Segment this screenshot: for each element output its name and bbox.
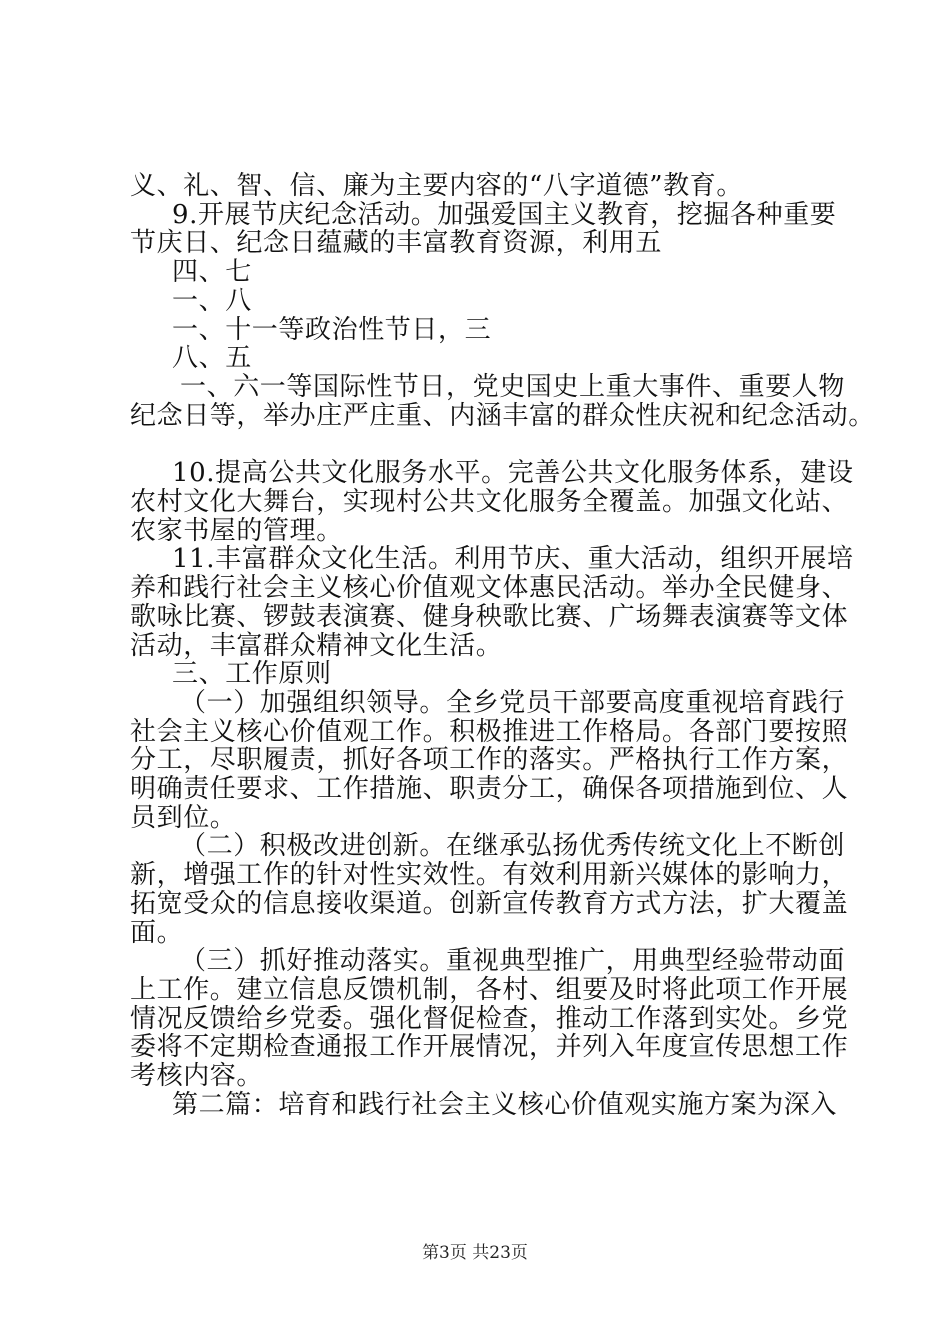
text-line: 9.开展节庆纪念活动。加强爱国主义教育，挖掘各种重要 [172,199,837,230]
text-line: 八、五 [172,343,252,374]
text-line: 委将不定期检查通报工作开展情况，并列入年度宣传思想工作 [130,1032,849,1063]
text-line: 农村文化大舞台，实现村公共文化服务全覆盖。加强文化站、 [130,487,849,518]
text-line: 拓宽受众的信息接收渠道。创新宣传教育方式方法，扩大覆盖 [130,888,849,919]
text-line: 一、十一等政治性节日，三 [172,314,492,345]
text-line: 员到位。 [130,802,237,833]
text-line: （一）加强组织领导。全乡党员干部要高度重视培育践行 [180,687,846,718]
text-line: 义、礼、智、信、廉为主要内容的“八字道德”教育。 [130,171,743,201]
text-line: 纪念日等，举办庄严庄重、内涵丰富的群众性庆祝和纪念活动。 [130,400,875,431]
text-line: 农家书屋的管理。 [130,515,343,546]
text-line: 新，增强工作的针对性实效性。有效利用新兴媒体的影响力， [130,860,849,891]
text-line: 10.提高公共文化服务水平。完善公共文化服务体系，建设 [172,458,854,489]
text-line: 面。 [130,917,184,948]
text-line: （二）积极改进创新。在继承弘扬优秀传统文化上不断创 [180,831,846,862]
text-line: 社会主义核心价值观工作。积极推进工作格局。各部门要按照 [130,716,849,747]
text-line: 一、六一等国际性节日，党史国史上重大事件、重要人物 [180,371,846,402]
text-line: 明确责任要求、工作措施、职责分工，确保各项措施到位、人 [130,774,849,805]
text-line: 分工，尽职履责，抓好各项工作的落实。严格执行工作方案， [130,745,849,776]
text-line: 一、八 [172,285,252,316]
text-line: 上工作。建立信息反馈机制，各村、组要及时将此项工作开展 [130,974,849,1005]
text-line: 歌咏比赛、锣鼓表演赛、健身秧歌比赛、广场舞表演赛等文体 [130,601,849,632]
text-line: 养和践行社会主义核心价值观文体惠民活动。举办全民健身、 [130,573,849,604]
page-number-footer: 第3页 共23页 [422,1243,528,1263]
text-line: （三）抓好推动落实。重视典型推广，用典型经验带动面 [180,946,846,977]
text-line: 活动，丰富群众精神文化生活。 [130,630,503,661]
section-heading: 三、工作原则 [172,659,332,690]
text-line: 四、七 [172,257,252,288]
text-line: 情况反馈给乡党委。强化督促检查，推动工作落到实处。乡党 [130,1003,849,1034]
text-line: 11.丰富群众文化生活。利用节庆、重大活动，组织开展培 [172,544,854,575]
chapter-heading: 第二篇：培育和践行社会主义核心价值观实施方案为深入 [172,1089,838,1120]
text-line: 节庆日、纪念日蕴藏的丰富教育资源，利用五 [130,228,663,259]
document-body [130,171,875,1120]
text-line: 考核内容。 [130,1061,264,1092]
paragraph-gap [130,430,850,459]
